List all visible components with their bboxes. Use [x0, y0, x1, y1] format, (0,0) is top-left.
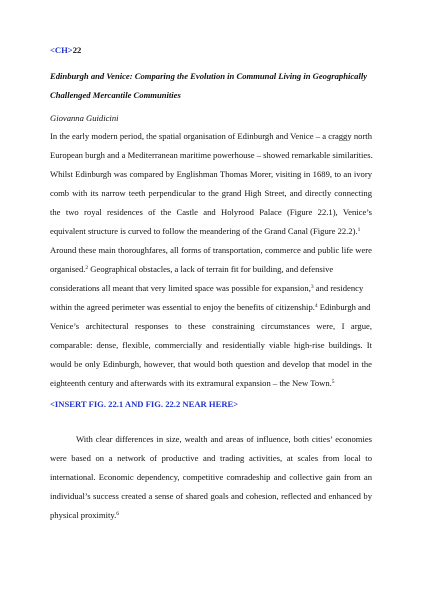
- line-text: organised.: [50, 264, 86, 274]
- chapter-heading: [50, 41, 372, 59]
- footnote-ref[interactable]: 1: [357, 227, 361, 233]
- paragraph-1-line: [50, 260, 372, 278]
- paragraph-1-line: the two royal residences of the Castle and Holyrood Palace (Figure 22.1), Venice’s: [50, 207, 372, 217]
- title-line-1: Edinburgh and Venice: Comparing the Evolution in Communal Living in Geographically: [50, 71, 368, 81]
- line-text: equivalent structure is curved to follow the meandering of the Grand Canal (Figure 22.2).: [50, 226, 358, 236]
- paragraph-1-line: comparable: dense, flexible, commercially and residentially viable high-rise buildings. It: [50, 340, 372, 350]
- line-text: Edinburgh and: [317, 302, 371, 312]
- line-text: within the agreed perimeter was essential to enjoy the benefits of citizenship.: [50, 302, 315, 312]
- paragraph-2-line: international. Economic dependency, competitive comradeship and collective gain from an: [50, 472, 372, 482]
- footnote-ref[interactable]: 5: [331, 379, 335, 385]
- paragraph-1-line: [50, 279, 372, 297]
- author-name: Giovanna Guidicini: [50, 113, 119, 123]
- paragraph-2-line: individual’s success created a sense of shared goals and cohesion, reflected and enhanced by: [50, 491, 372, 501]
- paragraph-1-line: [50, 298, 372, 316]
- footnote-ref[interactable]: 4: [314, 303, 318, 309]
- paragraph-2-line: were based on a network of productive and trading activities, at scales from local to: [50, 453, 372, 463]
- paragraph-1-line: Around these main thoroughfares, all forms of transportation, commerce and public life were: [50, 245, 372, 255]
- line-text: Geographical obstacles, a lack of terrain fit for building, and defensive: [88, 264, 334, 274]
- paragraph-1-line: [50, 374, 372, 392]
- footnote-ref[interactable]: 2: [85, 265, 89, 271]
- chapter-number: 22: [72, 45, 82, 55]
- line-text: eighteenth century and afterwards with its extramural expansion – the New Town.: [50, 378, 332, 388]
- line-text: considerations all meant that very limited space was possible for expansion,: [50, 283, 311, 293]
- paragraph-2-line: With clear differences in size, wealth and areas of influence, both cities’ economies: [76, 434, 372, 444]
- paragraph-1-line: would be only Edinburgh, however, that would both question and develop that model in the: [50, 359, 372, 369]
- footnote-ref[interactable]: 3: [310, 284, 314, 290]
- paragraph-1-line: [50, 222, 372, 240]
- footnote-ref[interactable]: 6: [116, 511, 120, 517]
- line-text: and residency: [313, 283, 364, 293]
- paragraph-2-line: [50, 506, 372, 524]
- chapter-marker: <CH>: [50, 45, 73, 55]
- paragraph-1-line: comb with its narrow teeth perpendicular to the grand High Street, and directly connecting: [50, 188, 372, 198]
- title-line-2: Challenged Mercantile Communities: [50, 90, 181, 100]
- paragraph-1-line: Venice’s architectural responses to these constraining circumstances were, I argue,: [50, 321, 372, 331]
- paragraph-1-line: Whilst Edinburgh was compared by Englishman Thomas Morer, visiting in 1689, to an ivory: [50, 169, 372, 179]
- figure-insert-note: <INSERT FIG. 22.1 AND FIG. 22.2 NEAR HERE>: [50, 399, 239, 409]
- line-text: physical proximity.: [50, 510, 117, 520]
- paragraph-1-line: In the early modern period, the spatial organisation of Edinburgh and Venice – a craggy north: [50, 131, 372, 141]
- paragraph-1-line: European burgh and a Mediterranean maritime powerhouse – showed remarkable similarities.: [50, 150, 373, 160]
